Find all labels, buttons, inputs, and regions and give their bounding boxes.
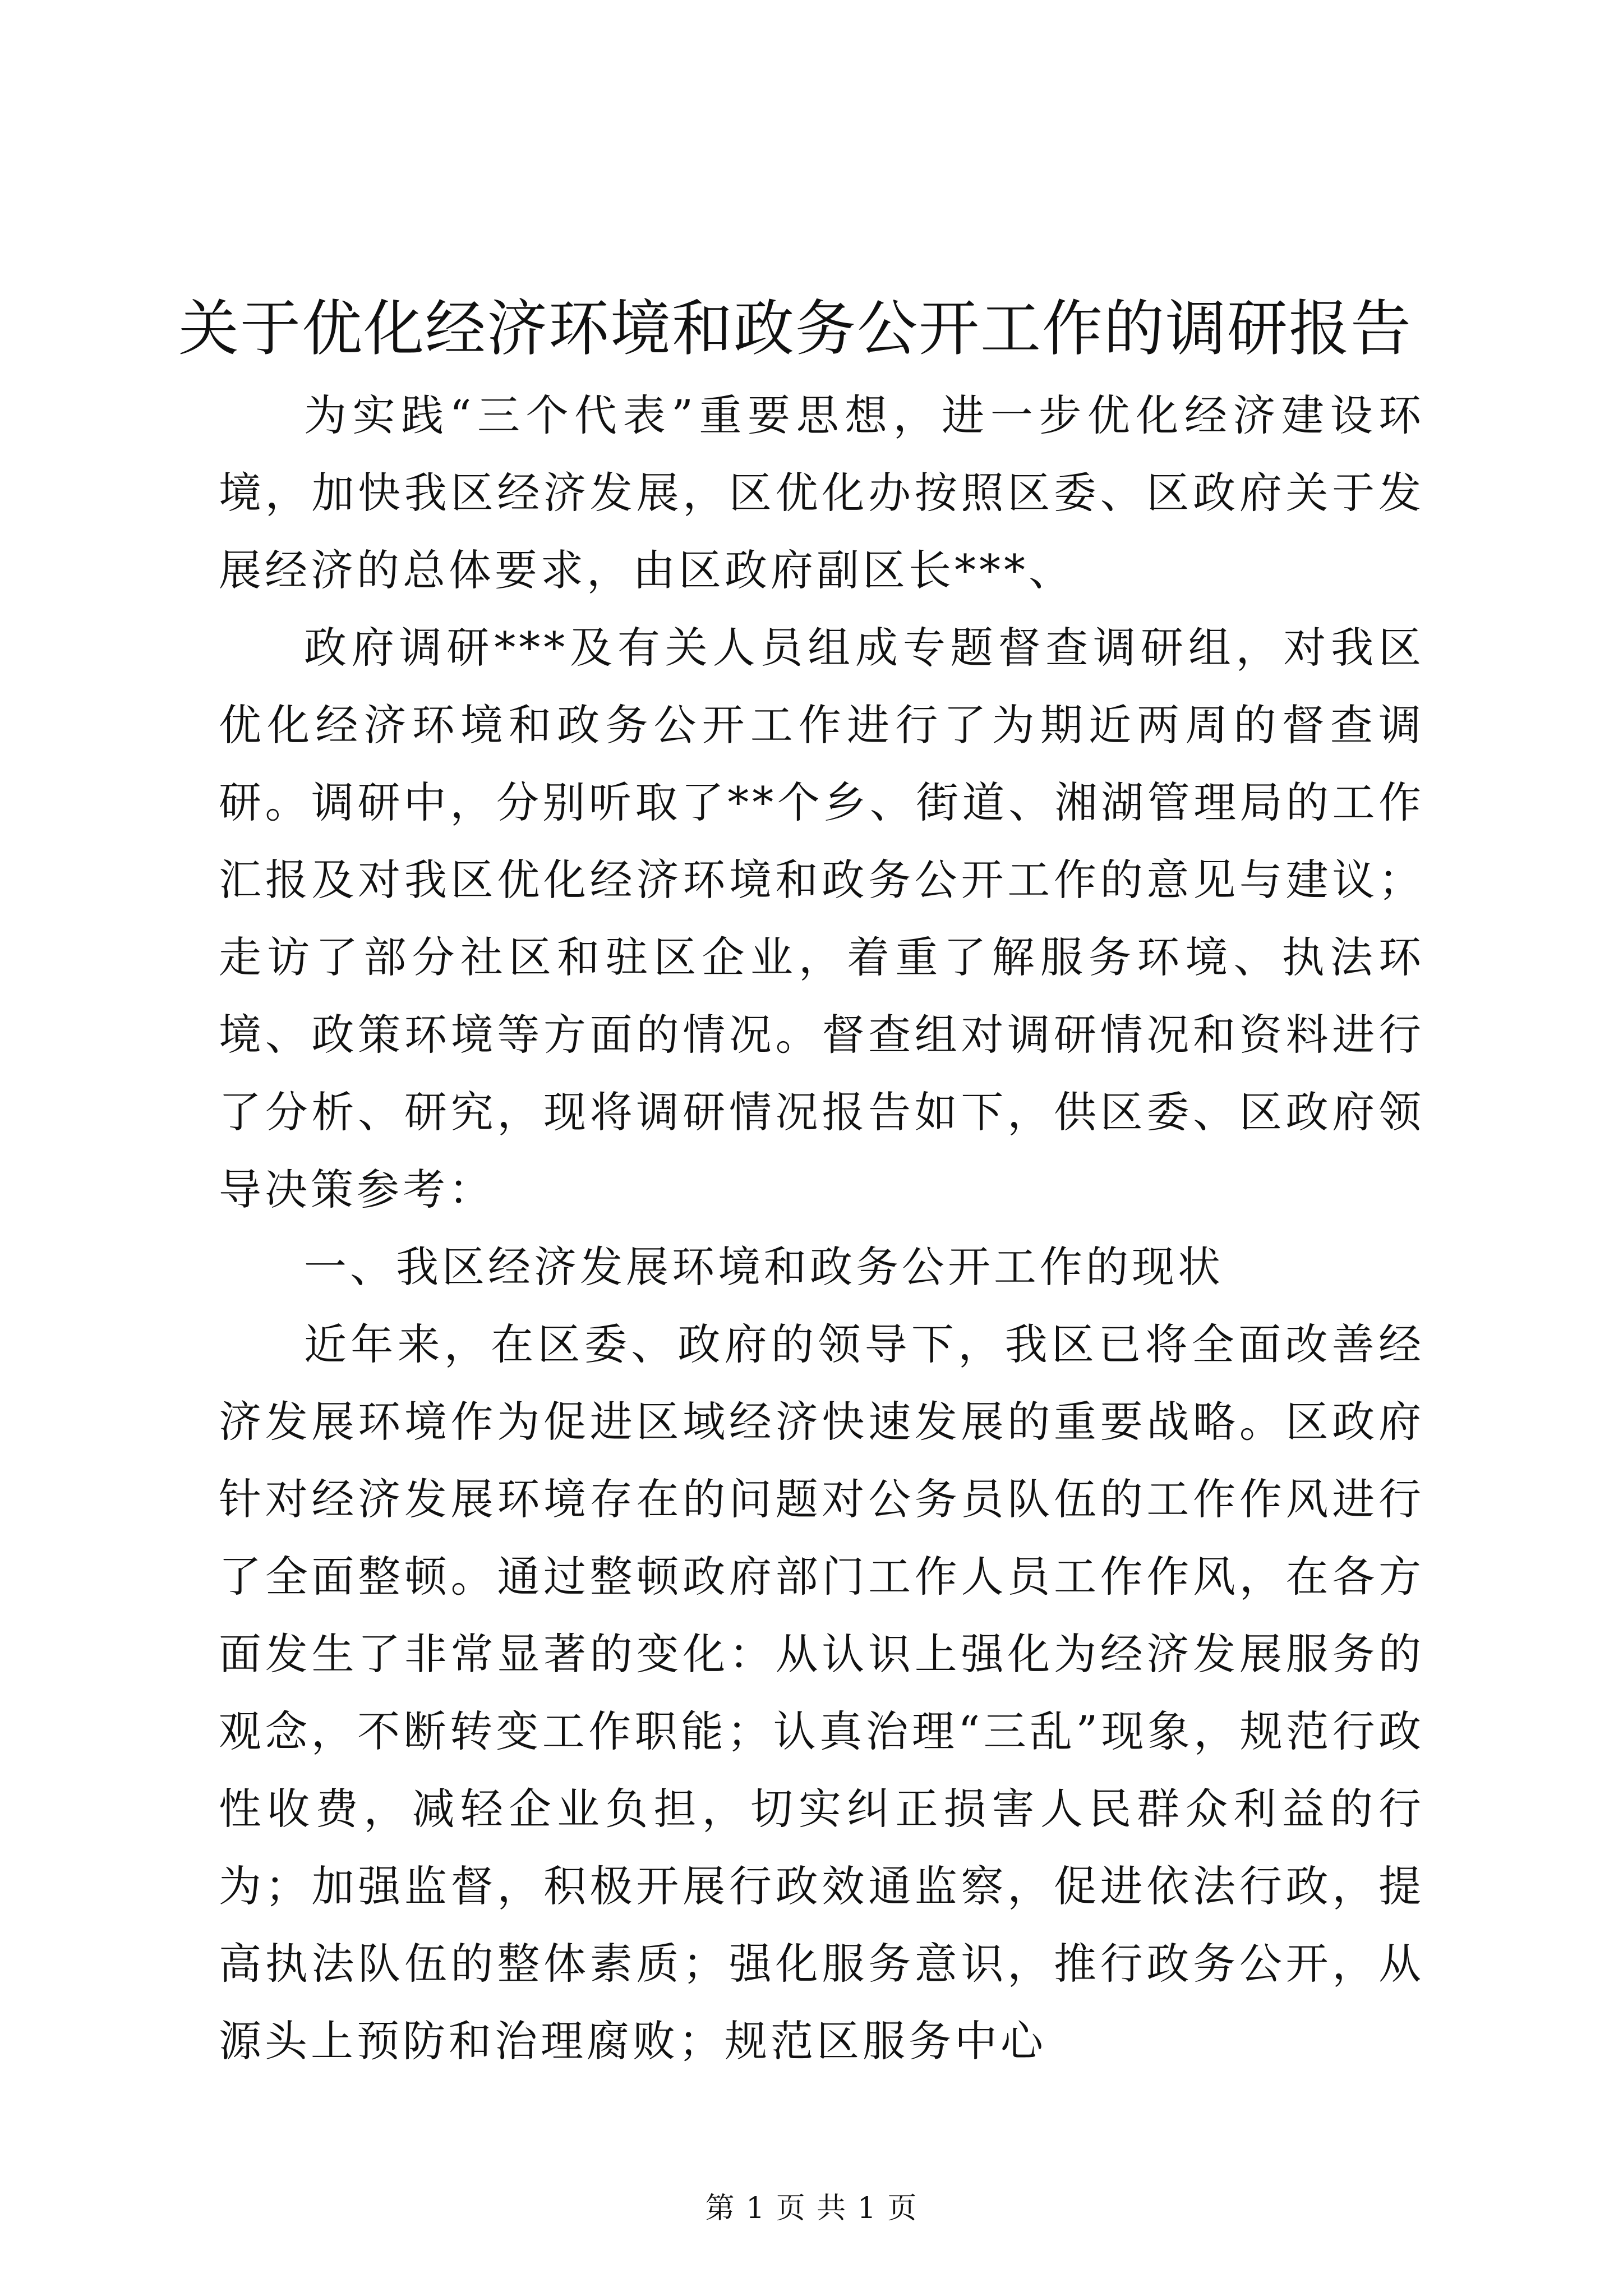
paragraph-intro: 为实践“三个代表”重要思想，进一步优化经济建设环境，加快我区经济发展，区优化办按照区委、区政府关于发展经济的总体要求，由区政府副区长***、 <box>219 390 1424 595</box>
section-heading: 一、我区经济发展环境和政务公开工作的现状 <box>304 1242 1224 1292</box>
paragraph-status: 近年来，在区委、政府的领导下，我区已将全面改善经济发展环境作为促进区域经济快速发展的重要战略。区政府针对经济发展环境存在的问题对公务员队伍的工作作风进行了全面整顿。通过整顿政府部门工作人员工作作风，在各方面发生了非常显著的变化：从认识上强化为经济发展服务的观念，不断转变工作职能；认真治理“三乱”现象，规范行政性收费，减轻企业负担，切实纠正损害人民群众利益的行为；加强监督，积极开展行政效通监察，促进依法行政，提高执法队伍的整体素质；强化服务意识，推行政务公开，从源头上预防和治理腐败；规范区服务中心 <box>219 1319 1424 2066</box>
document-title: 关于优化经济环境和政务公开工作的调研报告 <box>178 294 1413 364</box>
paragraph-survey: 政府调研***及有关人员组成专题督查调研组，对我区优化经济环境和政务公开工作进行了为期近两周的督查调研。调研中，分别听取了**个乡、街道、湘湖管理局的工作汇报及对我区优化经济环境和政务公开工作的意见与建议；走访了部分社区和驻区企业，着重了解服务环境、执法环境、政策环境等方面的情况。督查组对调研情况和资料进行了分析、研究，现将调研情况报告如下，供区委、区政府领导决策参考： <box>219 623 1424 1214</box>
document-body <box>219 377 1424 2080</box>
page-footer: 第 1 页 共 1 页 <box>705 2192 918 2225</box>
